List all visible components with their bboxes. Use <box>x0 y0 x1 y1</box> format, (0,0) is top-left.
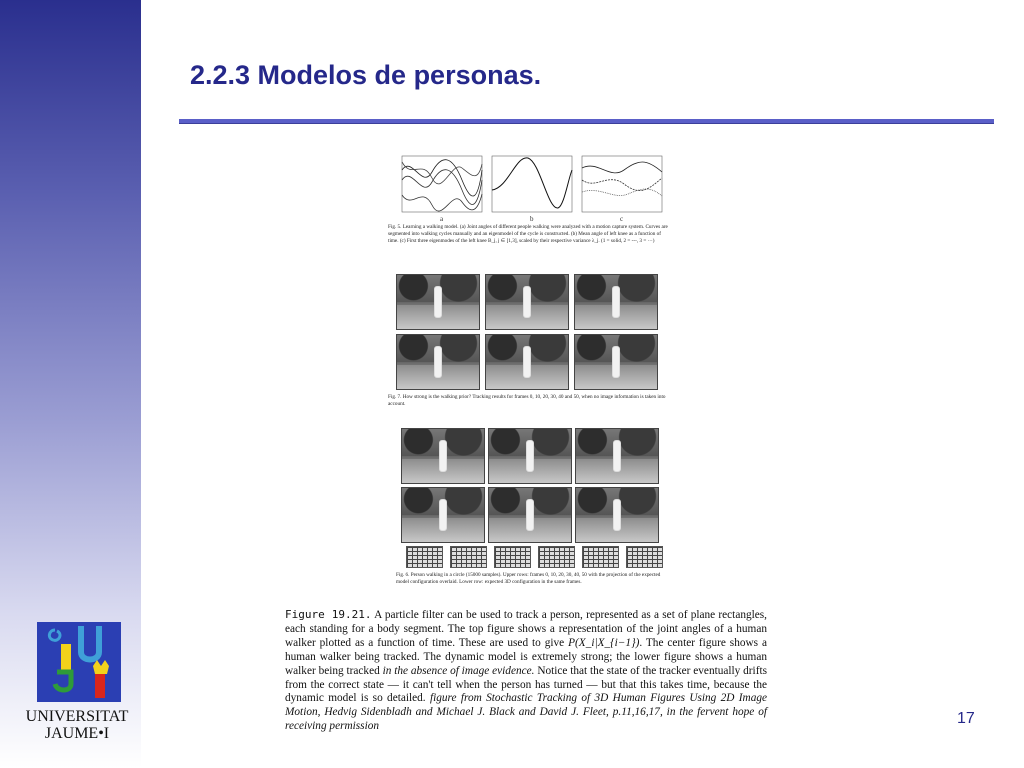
fig6-frame-4 <box>401 487 485 543</box>
fig7-frame-40 <box>485 334 569 390</box>
fig7-frame-30 <box>396 334 480 390</box>
title-underline <box>179 119 994 124</box>
plot-label-a: a <box>440 215 444 223</box>
joint-angle-plots <box>388 150 673 222</box>
fig6-frame-6 <box>575 487 659 543</box>
mesh-4 <box>538 546 575 568</box>
caption-italic-1: in the absence of image evidence. <box>382 664 535 677</box>
mesh-2 <box>450 546 487 568</box>
mesh-1 <box>406 546 443 568</box>
fig6-frame-2 <box>488 428 572 484</box>
caption-text-2: . The center figure shows a human walker being tracked. The dynamic model is extremely strong; the lower figure shows a human walker being tracked <box>285 636 768 677</box>
page-number: 17 <box>957 710 975 727</box>
caption-citation: figure from Stochastic Tracking of 3D Human Figures Using 2D Image Motion, Hedvig Sidenbladh and Michael J. Black and David J. Fleet, p.11,16,17, in the fervent hope of receiving permission <box>285 692 768 733</box>
university-name-line2: JAUME•I <box>44 725 110 742</box>
mesh-5 <box>582 546 619 568</box>
university-logo-icon <box>37 622 121 702</box>
university-name <box>14 708 140 743</box>
plot-label-c: c <box>620 215 624 223</box>
fig6-frame-1 <box>401 428 485 484</box>
fig6-caption: Fig. 6. Person walking in a circle (15000 samples). Upper rows: frames 0, 10, 20, 30, 40, 50 with the projection of the expected model configuration overlaid. Lower row: expected 3D configuration in the same frames. <box>396 572 661 586</box>
fig7-frame-0 <box>396 274 480 330</box>
fig6-frame-5 <box>488 487 572 543</box>
figure-label: Figure 19.21. <box>285 608 372 621</box>
fig6-frame-3 <box>575 428 659 484</box>
plot-c <box>582 156 662 212</box>
figure-caption <box>277 606 775 744</box>
caption-formula: P(X_i|X_{i−1}) <box>568 636 640 649</box>
caption-text-3: Notice that the state of the tracker eventually drifts from the correct state — it can't tell when the person has turned — but that this takes time, because the dynamic model is so detailed. <box>285 664 767 705</box>
university-name-line1: UNIVERSITAT <box>25 708 129 725</box>
fig7-frame-20 <box>574 274 658 330</box>
fig5-caption: Fig. 5. Learning a walking model. (a) Joint angles of different people walking were analyzed with a motion capture system. Curves are segmented into walking cycles manually and an eigenmodel of the cycle is constructed. (b) Mean angle of left knee as a function of time. (c) First three eigenmodes of the left knee B_j, j ∈ [1,3], scaled by their respective variance λ_j. (1 = solid, 2 = ---, 3 = ···) <box>388 224 668 245</box>
mesh-6 <box>626 546 663 568</box>
caption-text-1: A particle filter can be used to track a person, represented as a set of plane rectangles, each standing for a body segment. The top figure shows a representation of the joint angles of a human walker plotted as a function of time. These are used to give <box>285 609 768 649</box>
fig7-frame-50 <box>574 334 658 390</box>
plot-b <box>492 156 572 212</box>
scanned-figure <box>388 150 673 600</box>
mesh-3 <box>494 546 531 568</box>
fig7-frame-10 <box>485 274 569 330</box>
fig7-caption: Fig. 7. How strong is the walking prior? Tracking results for frames 0, 10, 20, 30, 40 and 50, when no image information is taken into account. <box>388 394 666 408</box>
plot-a <box>402 156 482 212</box>
slide-title: 2.2.3 Modelos de personas. <box>190 60 542 90</box>
plot-label-b: b <box>530 215 534 223</box>
